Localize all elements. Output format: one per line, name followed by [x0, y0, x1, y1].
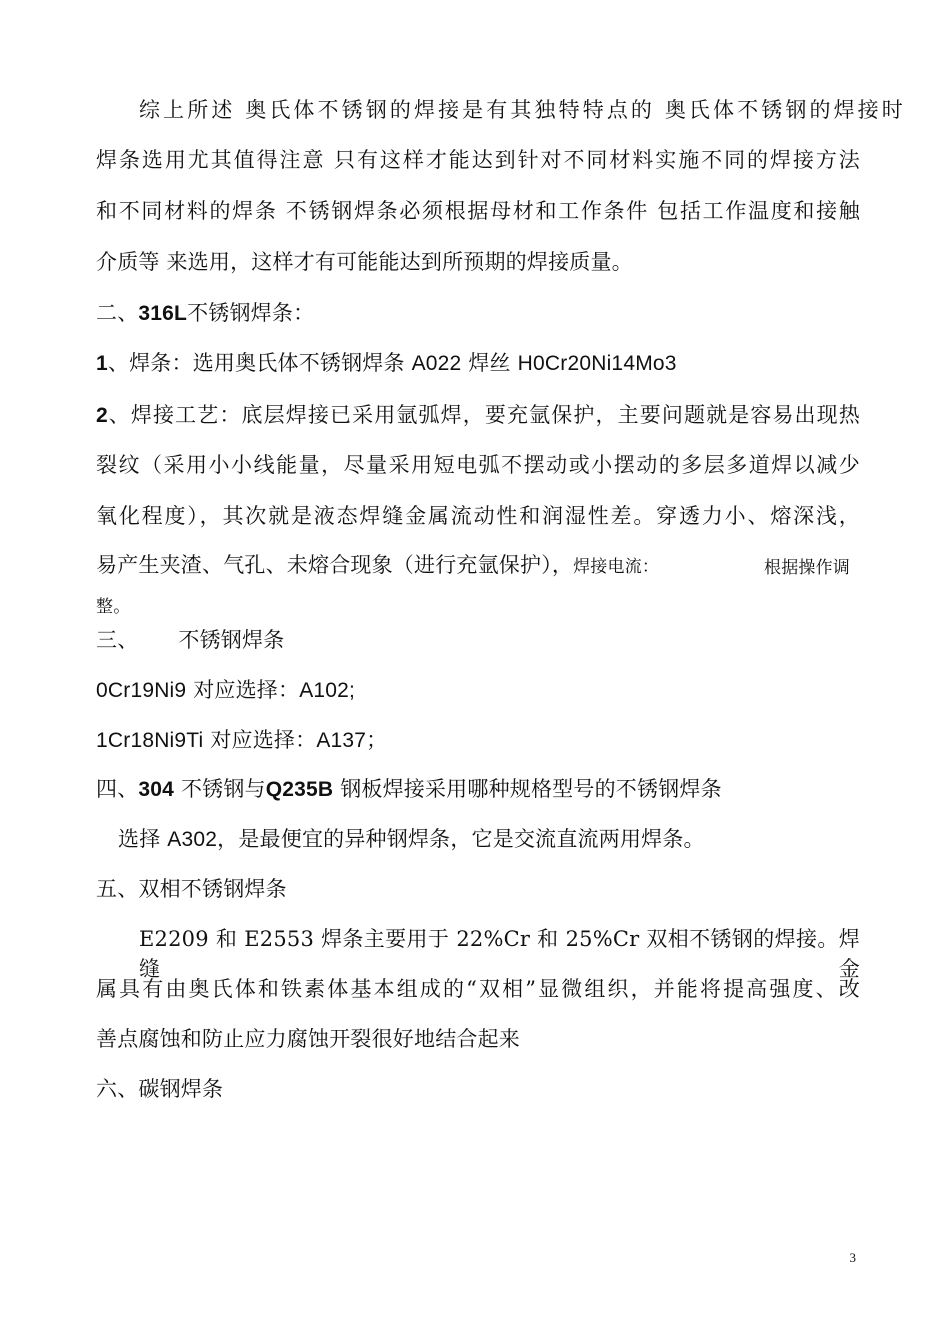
section2-item2-current-label: 焊接电流： — [573, 557, 660, 577]
section2-item1-code1: A022 — [411, 352, 462, 375]
section4-heading-prefix: 四、 — [96, 777, 139, 801]
section4-answer-post: ，是最便宜的异种钢焊条，它是交流直流两用焊条。 — [217, 827, 705, 851]
paragraph1-line2: 焊条选用尤其值得注意 只有这样才能达到针对不同材料实施不同的焊接方法 — [96, 148, 860, 172]
section2-item2-text1: 、焊接工艺：底层焊接已采用氩弧焊，要充氩保护，主要问题就是容易出现热 — [107, 403, 860, 427]
section5-line3: 善点腐蚀和防止应力腐蚀开裂很好地结合起来 — [96, 1027, 520, 1051]
section3-heading — [96, 625, 860, 655]
section2-item1-number: 1 — [96, 352, 108, 375]
section2-item2-line4 — [96, 550, 860, 582]
section2-item2-line2: 裂纹（采用小小线能量，尽量采用短电弧不摆动或小摆动的多层多道焊以减少 — [96, 453, 860, 477]
section5-line2: 属具有由奥氏体和铁素体基本组成的“双相”显微组织，并能将提高强度、改 — [96, 977, 860, 1001]
section3-row1-value: A102; — [299, 679, 356, 702]
section4-heading — [96, 774, 860, 805]
section3-row1-code: 0Cr19Ni9 — [96, 679, 187, 702]
section4-heading-code2: Q235B — [265, 778, 334, 801]
section2-heading-suffix: 不锈钢焊条： — [187, 301, 315, 325]
section3-row2-code: 1Cr18Ni9Ti — [96, 729, 204, 752]
section2-item1-mid: 焊丝 — [468, 351, 511, 375]
section3-row2-value: A137； — [316, 729, 388, 752]
page-number: 3 — [849, 1250, 856, 1265]
section2-item2-line5: 整。 — [96, 597, 131, 617]
section3-row1-text: 对应选择： — [193, 678, 300, 702]
section5-heading: 五、双相不锈钢焊条 — [96, 877, 287, 901]
section5-line1: E2209 和 E2553 焊条主要用于 22%Cr 和 25%Cr 双相不锈钢的焊接。焊缝金 — [139, 927, 860, 981]
section2-item1-code2: H0Cr20Ni14Mo3 — [517, 352, 677, 375]
section3-heading-prefix: 三、 — [96, 628, 139, 652]
paragraph1-line3: 和不同材料的焊条 不锈钢焊条必须根据母材和工作条件 包括工作温度和接触 — [96, 199, 860, 223]
section2-item1 — [96, 348, 860, 379]
section2-heading — [96, 298, 860, 329]
section4-answer — [118, 824, 882, 855]
section3-row1 — [96, 675, 860, 706]
section2-item1-text: 、焊条：选用奥氏体不锈钢焊条 — [107, 351, 405, 375]
section3-row2 — [96, 725, 860, 756]
section4-heading-code1: 304 — [138, 778, 175, 801]
section2-item2-number: 2 — [96, 404, 108, 427]
section2-item2-line1 — [96, 400, 860, 431]
section2-heading-prefix: 二、 — [96, 301, 139, 325]
section2-item2-text4: 易产生夹渣、气孔、未熔合现象（进行充氩保护）， — [96, 553, 574, 577]
section2-item2-adjust: 根据操作调 — [764, 558, 850, 578]
section4-answer-code: A302 — [167, 828, 218, 851]
section4-answer-pre: 选择 — [118, 827, 161, 851]
section3-heading-text: 不锈钢焊条 — [178, 628, 285, 652]
paragraph1-line1: 综上所述 奥氏体不锈钢的焊接是有其独特特点的 奥氏体不锈钢的焊接时 — [139, 98, 903, 122]
section4-heading-mid: 不锈钢与 — [180, 777, 266, 801]
section2-item2-line3: 氧化程度），其次就是液态焊缝金属流动性和润湿性差。穿透力小、熔深浅， — [96, 504, 860, 528]
section6-heading: 六、碳钢焊条 — [96, 1077, 224, 1101]
section3-row2-text: 对应选择： — [210, 728, 317, 752]
section4-heading-suffix: 钢板焊接采用哪种规格型号的不锈钢焊条 — [340, 777, 722, 801]
section2-heading-code: 316L — [138, 302, 188, 325]
paragraph1-line4: 介质等 来选用，这样才有可能能达到所预期的焊接质量。 — [96, 250, 633, 274]
